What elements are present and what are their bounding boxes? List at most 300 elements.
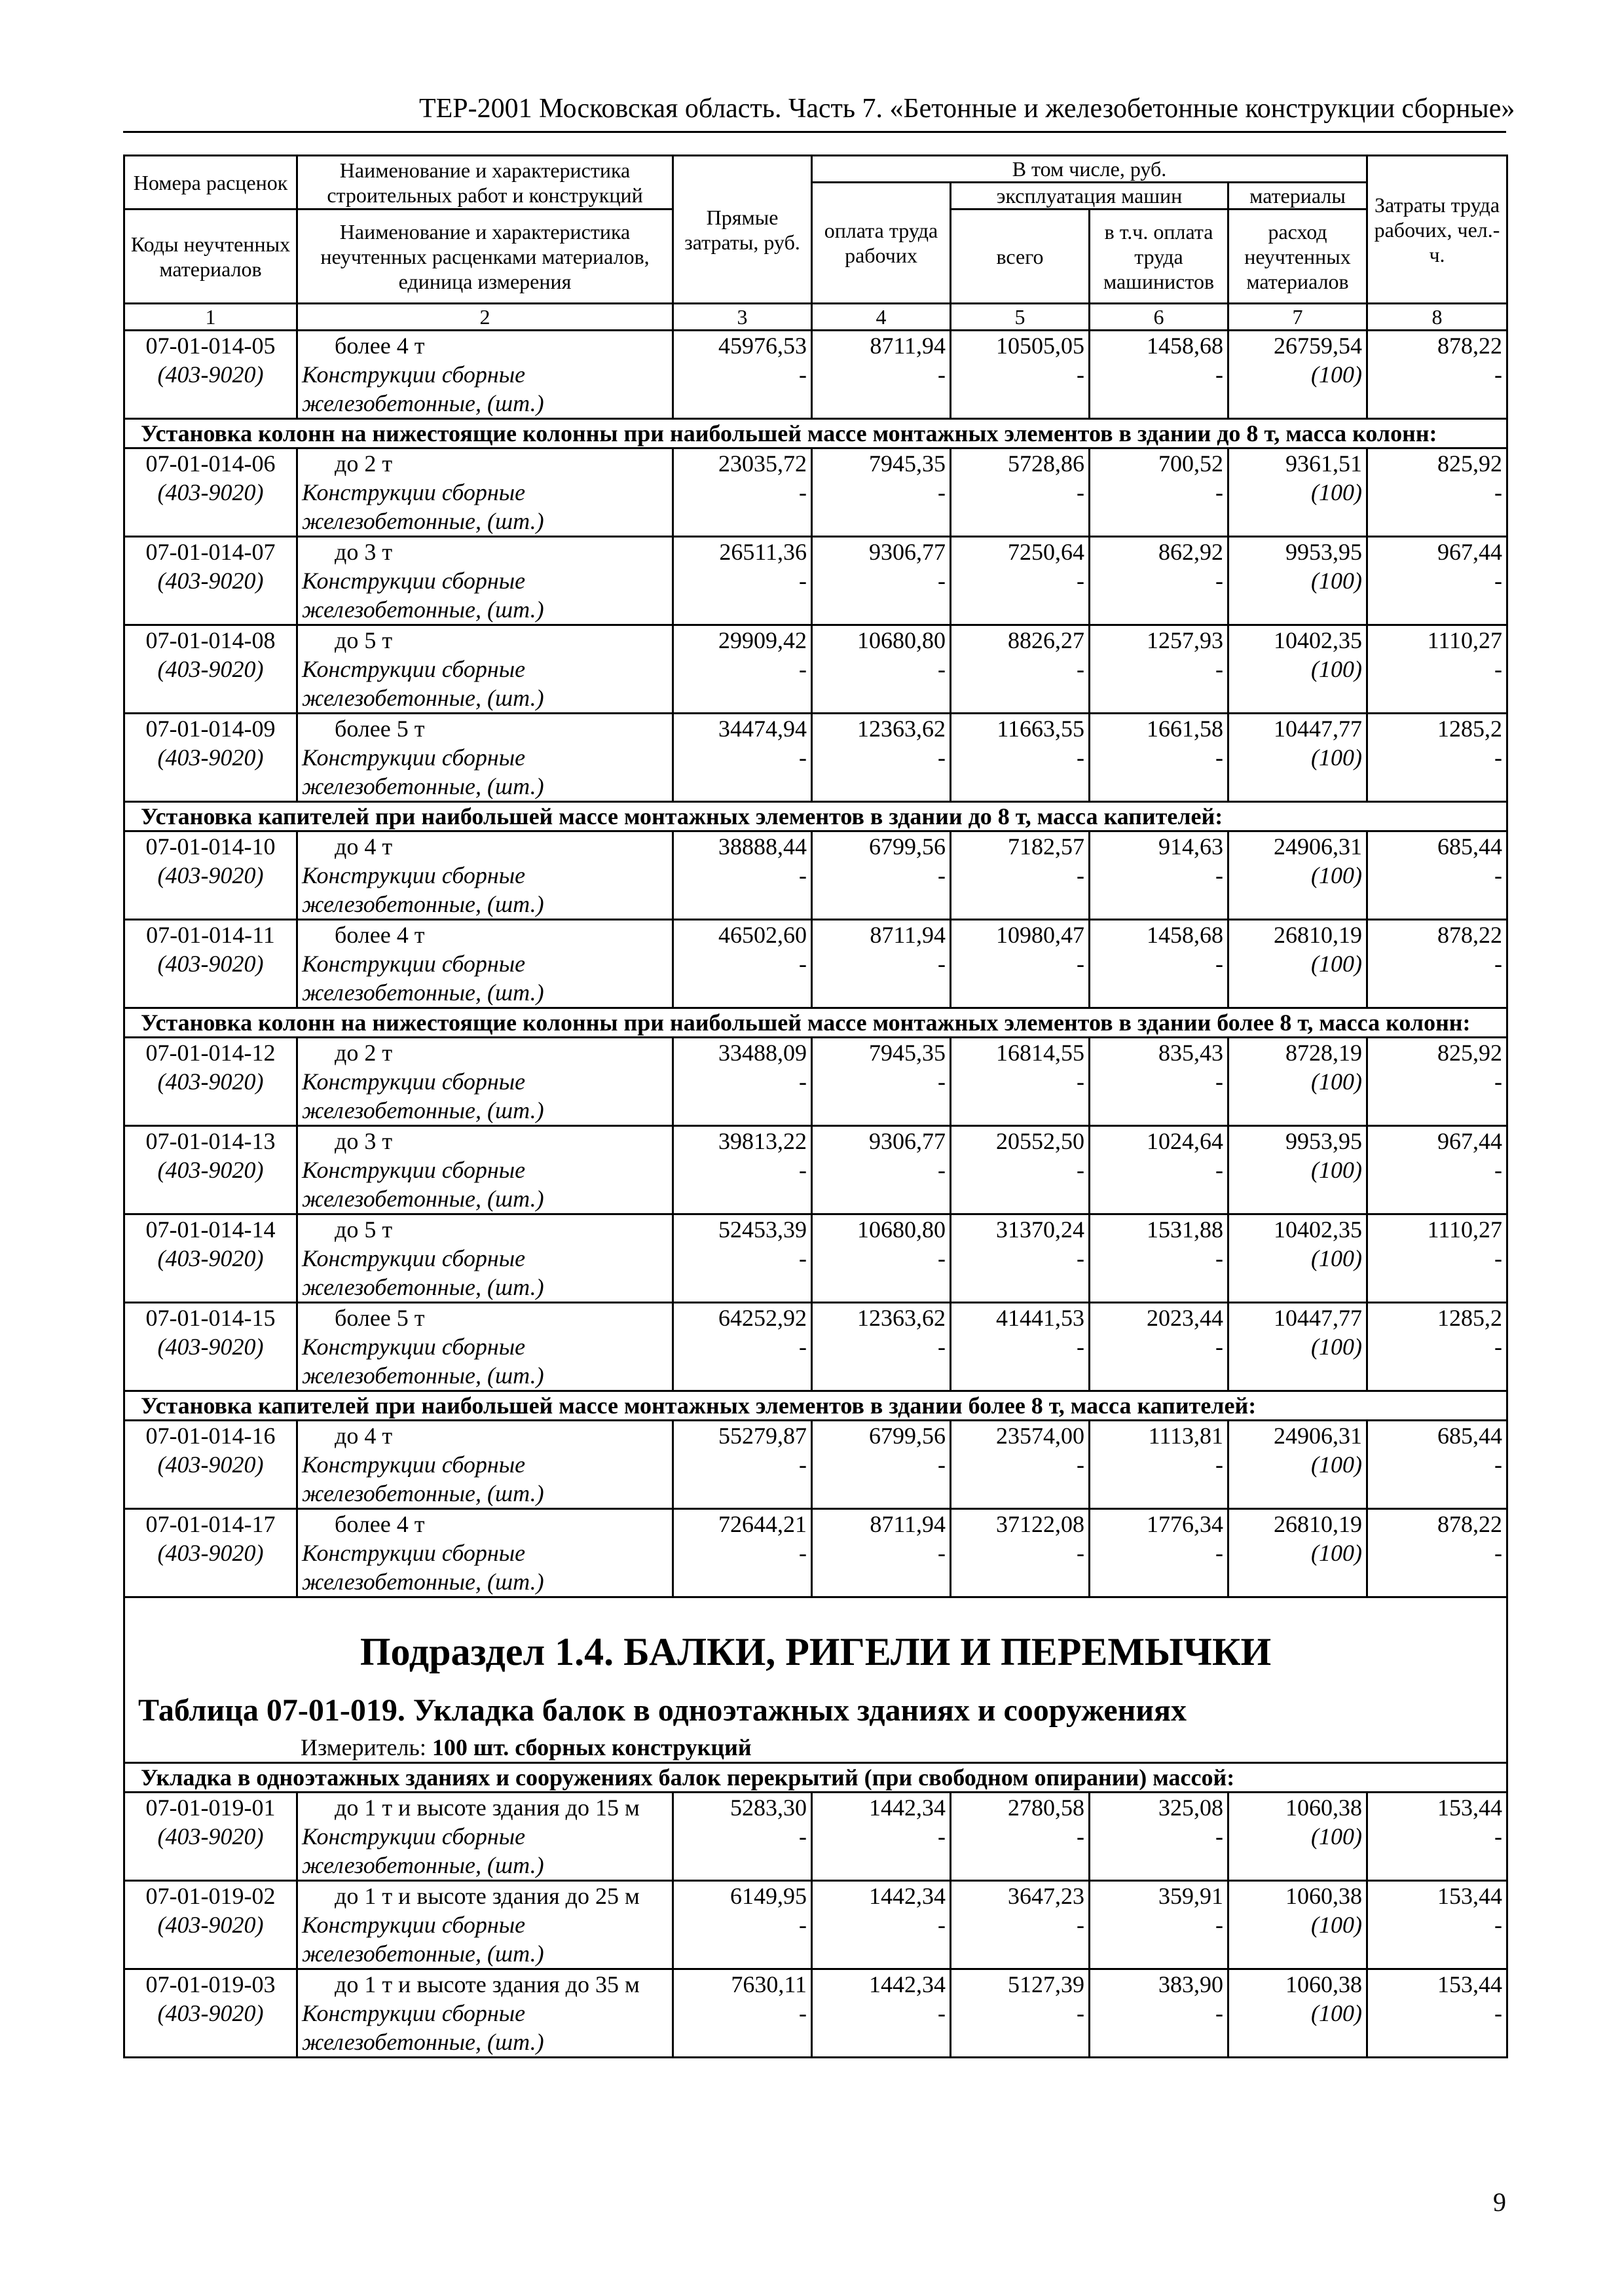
material-name-line: железобетонные, (шт.) bbox=[302, 1941, 544, 1967]
subsection-block bbox=[124, 1597, 1507, 1763]
dash: - bbox=[1077, 568, 1084, 594]
dash: - bbox=[1494, 1245, 1502, 1271]
direct-costs-value: 33488,09 bbox=[718, 1040, 807, 1066]
table-row bbox=[124, 1421, 1507, 1509]
direct-costs-value: 26511,36 bbox=[719, 539, 807, 565]
materials-value: 10447,77 bbox=[1274, 1305, 1362, 1331]
materials-value: 9953,95 bbox=[1285, 1128, 1362, 1154]
worker-pay-value: 1442,34 bbox=[869, 1971, 946, 1997]
work-name-cell bbox=[297, 1126, 673, 1214]
work-name: более 4 т bbox=[335, 922, 425, 948]
material-share: (100) bbox=[1311, 1912, 1362, 1938]
operator-pay-value-cell bbox=[1090, 1509, 1228, 1597]
work-name: до 5 т bbox=[335, 627, 393, 653]
dash: - bbox=[1077, 656, 1084, 682]
rate-code-cell bbox=[124, 1126, 297, 1214]
rate-code-cell bbox=[124, 1881, 297, 1969]
dash: - bbox=[1215, 1912, 1223, 1938]
worker-pay-value: 6799,56 bbox=[869, 1423, 946, 1449]
labor-hours-value-cell bbox=[1367, 1126, 1507, 1214]
machines-total-value: 5127,39 bbox=[1008, 1971, 1084, 1997]
operator-pay-value: 1458,68 bbox=[1147, 333, 1223, 359]
section-heading: Укладка в одноэтажных зданиях и сооружениях балок перекрытий (при свободном опирании) массой: bbox=[124, 1763, 1507, 1793]
work-name-cell bbox=[297, 537, 673, 625]
material-name-line: железобетонные, (шт.) bbox=[302, 2029, 544, 2055]
dash: - bbox=[799, 568, 807, 594]
dash: - bbox=[799, 1540, 807, 1566]
material-name-line: железобетонные, (шт.) bbox=[302, 979, 544, 1006]
work-name: до 2 т bbox=[335, 1040, 393, 1066]
labor-hours-value: 1285,2 bbox=[1437, 716, 1502, 742]
dash: - bbox=[938, 1334, 946, 1360]
measure-line bbox=[124, 1733, 1507, 1763]
material-code: (403-9020) bbox=[157, 744, 264, 771]
material-name-line: Конструкции сборные bbox=[302, 744, 526, 771]
labor-hours-value-cell bbox=[1367, 1214, 1507, 1303]
rate-code: 07-01-019-02 bbox=[145, 1883, 276, 1909]
dash: - bbox=[1077, 1823, 1084, 1850]
labor-hours-value-cell bbox=[1367, 1509, 1507, 1597]
material-name-line: Конструкции сборные bbox=[302, 1334, 526, 1360]
dash: - bbox=[1077, 1540, 1084, 1566]
dash: - bbox=[1215, 1245, 1223, 1271]
materials-value-cell bbox=[1228, 1214, 1367, 1303]
operator-pay-value: 1458,68 bbox=[1147, 922, 1223, 948]
machines-total-value: 41441,53 bbox=[996, 1305, 1084, 1331]
worker-pay-value-cell bbox=[812, 1038, 951, 1126]
material-name-line: Конструкции сборные bbox=[302, 1540, 526, 1566]
dash: - bbox=[1215, 862, 1223, 888]
operator-pay-value: 1113,81 bbox=[1148, 1423, 1223, 1449]
worker-pay-value-cell bbox=[812, 1793, 951, 1881]
worker-pay-value: 8711,94 bbox=[870, 333, 946, 359]
direct-costs-value: 34474,94 bbox=[718, 716, 807, 742]
operator-pay-value-cell bbox=[1090, 1793, 1228, 1881]
operator-pay-value-cell bbox=[1090, 1126, 1228, 1214]
worker-pay-value: 10680,80 bbox=[857, 627, 946, 653]
worker-pay-value: 12363,62 bbox=[857, 716, 946, 742]
work-name-cell bbox=[297, 831, 673, 920]
dash: - bbox=[938, 1912, 946, 1938]
rate-code-cell bbox=[124, 831, 297, 920]
work-name: до 4 т bbox=[335, 1423, 393, 1449]
direct-costs-value-cell bbox=[673, 1214, 812, 1303]
table-row bbox=[124, 1303, 1507, 1391]
subsection-title: Подраздел 1.4. БАЛКИ, РИГЕЛИ И ПЕРЕМЫЧКИ bbox=[124, 1597, 1507, 1690]
work-name-cell bbox=[297, 714, 673, 802]
machines-total-value: 37122,08 bbox=[996, 1511, 1084, 1537]
machines-total-value: 20552,50 bbox=[996, 1128, 1084, 1154]
labor-hours-value-cell bbox=[1367, 714, 1507, 802]
table-row bbox=[124, 1214, 1507, 1303]
machines-total-value-cell bbox=[951, 831, 1090, 920]
labor-hours-value: 153,44 bbox=[1437, 1971, 1502, 1997]
work-name-cell bbox=[297, 1038, 673, 1126]
direct-costs-value-cell bbox=[673, 1303, 812, 1391]
materials-value-cell bbox=[1228, 1303, 1367, 1391]
materials-value-cell bbox=[1228, 1793, 1367, 1881]
material-name-line: Конструкции сборные bbox=[302, 862, 526, 888]
material-code: (403-9020) bbox=[157, 862, 264, 888]
materials-value-cell bbox=[1228, 1509, 1367, 1597]
dash: - bbox=[1077, 1334, 1084, 1360]
rate-code: 07-01-014-09 bbox=[145, 716, 276, 742]
materials-value: 8728,19 bbox=[1285, 1040, 1362, 1066]
dash: - bbox=[1215, 951, 1223, 977]
work-name-cell bbox=[297, 625, 673, 714]
machines-total-value-cell bbox=[951, 1303, 1090, 1391]
material-share: (100) bbox=[1311, 361, 1362, 388]
work-name-cell bbox=[297, 1303, 673, 1391]
dash: - bbox=[1494, 951, 1502, 977]
direct-costs-value-cell bbox=[673, 1126, 812, 1214]
col-header-labor-hours: Затраты труда рабочих, чел.-ч. bbox=[1367, 156, 1507, 304]
dash: - bbox=[1494, 744, 1502, 771]
operator-pay-value: 1024,64 bbox=[1147, 1128, 1223, 1154]
labor-hours-value: 1285,2 bbox=[1437, 1305, 1502, 1331]
material-name-line: Конструкции сборные bbox=[302, 1823, 526, 1850]
section-heading: Установка колонн на нижестоящие колонны при наибольшей массе монтажных элементов в здании до 8 т, масса колонн: bbox=[124, 419, 1507, 448]
table-row bbox=[124, 831, 1507, 920]
operator-pay-value: 700,52 bbox=[1158, 450, 1223, 477]
rate-code-cell bbox=[124, 1793, 297, 1881]
material-share: (100) bbox=[1311, 1451, 1362, 1478]
materials-value-cell bbox=[1228, 714, 1367, 802]
material-code: (403-9020) bbox=[157, 1157, 264, 1183]
table-row bbox=[124, 920, 1507, 1008]
dash: - bbox=[799, 1068, 807, 1095]
operator-pay-value-cell bbox=[1090, 714, 1228, 802]
labor-hours-value-cell bbox=[1367, 1038, 1507, 1126]
material-name-line: железобетонные, (шт.) bbox=[302, 1569, 544, 1595]
material-name-line: железобетонные, (шт.) bbox=[302, 1274, 544, 1300]
dash: - bbox=[938, 1451, 946, 1478]
material-share: (100) bbox=[1311, 862, 1362, 888]
header-rule bbox=[123, 131, 1506, 133]
section-row bbox=[124, 1391, 1507, 1421]
rate-code-cell bbox=[124, 920, 297, 1008]
worker-pay-value-cell bbox=[812, 1969, 951, 2058]
machines-total-value: 16814,55 bbox=[996, 1040, 1084, 1066]
dash: - bbox=[1494, 1540, 1502, 1566]
table-row bbox=[124, 537, 1507, 625]
dash: - bbox=[799, 1823, 807, 1850]
rate-code-cell bbox=[124, 1509, 297, 1597]
dash: - bbox=[938, 2000, 946, 2026]
machines-total-value-cell bbox=[951, 1038, 1090, 1126]
dash: - bbox=[799, 951, 807, 977]
operator-pay-value: 1257,93 bbox=[1147, 627, 1223, 653]
dash: - bbox=[1215, 361, 1223, 388]
labor-hours-value-cell bbox=[1367, 537, 1507, 625]
rate-code: 07-01-019-01 bbox=[145, 1795, 276, 1821]
direct-costs-value-cell bbox=[673, 714, 812, 802]
work-name: до 1 т и высоте здания до 35 м bbox=[335, 1971, 640, 1997]
work-name: до 5 т bbox=[335, 1216, 393, 1243]
material-name-line: железобетонные, (шт.) bbox=[302, 390, 544, 416]
col-number: 4 bbox=[812, 304, 951, 331]
material-code: (403-9020) bbox=[157, 1451, 264, 1478]
materials-value: 24906,31 bbox=[1274, 1423, 1362, 1449]
material-share: (100) bbox=[1311, 1540, 1362, 1566]
material-code: (403-9020) bbox=[157, 2000, 264, 2026]
col-header-material-usage: расход неучтенных материалов bbox=[1228, 210, 1367, 304]
materials-value-cell bbox=[1228, 920, 1367, 1008]
section-heading: Установка капителей при наибольшей массе монтажных элементов в здании до 8 т, масса капителей: bbox=[124, 802, 1507, 831]
material-code: (403-9020) bbox=[157, 479, 264, 505]
materials-value: 10402,35 bbox=[1274, 627, 1362, 653]
section-row bbox=[124, 419, 1507, 448]
worker-pay-value-cell bbox=[812, 1509, 951, 1597]
dash: - bbox=[1077, 1912, 1084, 1938]
col-number: 5 bbox=[951, 304, 1090, 331]
materials-value: 1060,38 bbox=[1285, 1795, 1362, 1821]
work-name: более 4 т bbox=[335, 333, 425, 359]
table-row bbox=[124, 1038, 1507, 1126]
rate-code-cell bbox=[124, 331, 297, 419]
dash: - bbox=[1215, 1823, 1223, 1850]
col-number: 7 bbox=[1228, 304, 1367, 331]
column-numbers-row bbox=[124, 304, 1507, 331]
machines-total-value-cell bbox=[951, 1969, 1090, 2058]
rate-code-cell bbox=[124, 1421, 297, 1509]
worker-pay-value: 8711,94 bbox=[870, 922, 946, 948]
machines-total-value: 8826,27 bbox=[1008, 627, 1084, 653]
direct-costs-value: 39813,22 bbox=[718, 1128, 807, 1154]
labor-hours-value: 153,44 bbox=[1437, 1795, 1502, 1821]
rate-code: 07-01-014-13 bbox=[145, 1128, 276, 1154]
labor-hours-value-cell bbox=[1367, 448, 1507, 537]
worker-pay-value: 7945,35 bbox=[869, 1040, 946, 1066]
direct-costs-value-cell bbox=[673, 1509, 812, 1597]
work-name: до 4 т bbox=[335, 833, 393, 860]
materials-value-cell bbox=[1228, 831, 1367, 920]
table-row bbox=[124, 1126, 1507, 1214]
rate-code-cell bbox=[124, 625, 297, 714]
labor-hours-value-cell bbox=[1367, 1969, 1507, 2058]
rate-code: 07-01-014-10 bbox=[145, 833, 276, 860]
material-name-line: Конструкции сборные bbox=[302, 1245, 526, 1271]
direct-costs-value-cell bbox=[673, 331, 812, 419]
worker-pay-value: 12363,62 bbox=[857, 1305, 946, 1331]
machines-total-value: 23574,00 bbox=[996, 1423, 1084, 1449]
material-share: (100) bbox=[1311, 568, 1362, 594]
machines-total-value-cell bbox=[951, 448, 1090, 537]
operator-pay-value-cell bbox=[1090, 1303, 1228, 1391]
material-name-line: Конструкции сборные bbox=[302, 951, 526, 977]
direct-costs-value: 38888,44 bbox=[718, 833, 807, 860]
operator-pay-value-cell bbox=[1090, 537, 1228, 625]
worker-pay-value: 6799,56 bbox=[869, 833, 946, 860]
rate-code: 07-01-014-07 bbox=[145, 539, 276, 565]
worker-pay-value: 1442,34 bbox=[869, 1883, 946, 1909]
machines-total-value-cell bbox=[951, 1126, 1090, 1214]
worker-pay-value-cell bbox=[812, 625, 951, 714]
materials-value: 9953,95 bbox=[1285, 539, 1362, 565]
materials-value-cell bbox=[1228, 1421, 1367, 1509]
direct-costs-value: 64252,92 bbox=[718, 1305, 807, 1331]
operator-pay-value: 1531,88 bbox=[1147, 1216, 1223, 1243]
operator-pay-value-cell bbox=[1090, 1881, 1228, 1969]
dash: - bbox=[799, 1157, 807, 1183]
running-header: ТЕР-2001 Московская область. Часть 7. «Бетонные и железобетонные конструкции сборные» bbox=[419, 94, 1515, 124]
material-name-line: Конструкции сборные bbox=[302, 2000, 526, 2026]
machines-total-value: 3647,23 bbox=[1008, 1883, 1084, 1909]
operator-pay-value: 1776,34 bbox=[1147, 1511, 1223, 1537]
col-header-operator-pay: в т.ч. оплата труда машинистов bbox=[1090, 210, 1228, 304]
dash: - bbox=[938, 1068, 946, 1095]
labor-hours-value-cell bbox=[1367, 625, 1507, 714]
material-share: (100) bbox=[1311, 1068, 1362, 1095]
worker-pay-value-cell bbox=[812, 1126, 951, 1214]
direct-costs-value-cell bbox=[673, 1421, 812, 1509]
machines-total-value: 10980,47 bbox=[996, 922, 1084, 948]
col-number: 3 bbox=[673, 304, 812, 331]
material-name-line: Конструкции сборные bbox=[302, 361, 526, 388]
work-name: более 4 т bbox=[335, 1511, 425, 1537]
dash: - bbox=[1494, 1451, 1502, 1478]
materials-value: 9361,51 bbox=[1285, 450, 1362, 477]
dash: - bbox=[1215, 568, 1223, 594]
col-header-work-name: Наименование и характеристика строительных работ и конструкций bbox=[297, 156, 673, 210]
col-number: 6 bbox=[1090, 304, 1228, 331]
dash: - bbox=[1494, 479, 1502, 505]
material-name-line: железобетонные, (шт.) bbox=[302, 596, 544, 623]
labor-hours-value-cell bbox=[1367, 920, 1507, 1008]
labor-hours-value: 967,44 bbox=[1437, 1128, 1502, 1154]
labor-hours-value: 685,44 bbox=[1437, 1423, 1502, 1449]
dash: - bbox=[1494, 1157, 1502, 1183]
dash: - bbox=[938, 568, 946, 594]
rate-code-cell bbox=[124, 1214, 297, 1303]
machines-total-value-cell bbox=[951, 920, 1090, 1008]
dash: - bbox=[1077, 1157, 1084, 1183]
dash: - bbox=[938, 951, 946, 977]
dash: - bbox=[1215, 1334, 1223, 1360]
materials-value-cell bbox=[1228, 537, 1367, 625]
material-share: (100) bbox=[1311, 744, 1362, 771]
worker-pay-value-cell bbox=[812, 920, 951, 1008]
labor-hours-value-cell bbox=[1367, 1421, 1507, 1509]
work-name: до 2 т bbox=[335, 450, 393, 477]
machines-total-value: 10505,05 bbox=[996, 333, 1084, 359]
dash: - bbox=[799, 361, 807, 388]
material-name-line: Конструкции сборные bbox=[302, 1157, 526, 1183]
col-header-machines: эксплуатация машин bbox=[951, 183, 1228, 210]
materials-value: 26810,19 bbox=[1274, 922, 1362, 948]
direct-costs-value: 5283,30 bbox=[730, 1795, 807, 1821]
direct-costs-value-cell bbox=[673, 1038, 812, 1126]
worker-pay-value-cell bbox=[812, 831, 951, 920]
rate-code: 07-01-014-11 bbox=[146, 922, 275, 948]
direct-costs-value: 23035,72 bbox=[718, 450, 807, 477]
rate-code-cell bbox=[124, 714, 297, 802]
material-code: (403-9020) bbox=[157, 1245, 264, 1271]
material-share: (100) bbox=[1311, 1245, 1362, 1271]
table-body-2 bbox=[124, 1763, 1507, 2058]
material-code: (403-9020) bbox=[157, 1334, 264, 1360]
work-name-cell bbox=[297, 1793, 673, 1881]
materials-value: 10447,77 bbox=[1274, 716, 1362, 742]
labor-hours-value: 878,22 bbox=[1437, 922, 1502, 948]
dash: - bbox=[799, 1334, 807, 1360]
operator-pay-value: 914,63 bbox=[1158, 833, 1223, 860]
material-code: (403-9020) bbox=[157, 1068, 264, 1095]
table-row bbox=[124, 1793, 1507, 1881]
dash: - bbox=[1077, 951, 1084, 977]
material-name-line: железобетонные, (шт.) bbox=[302, 1480, 544, 1506]
table-row bbox=[124, 714, 1507, 802]
materials-value-cell bbox=[1228, 331, 1367, 419]
dash: - bbox=[1077, 1068, 1084, 1095]
materials-value: 1060,38 bbox=[1285, 1883, 1362, 1909]
material-name-line: Конструкции сборные bbox=[302, 1912, 526, 1938]
work-name: до 1 т и высоте здания до 25 м bbox=[335, 1883, 640, 1909]
worker-pay-value-cell bbox=[812, 331, 951, 419]
work-name: более 5 т bbox=[335, 716, 425, 742]
material-name-line: железобетонные, (шт.) bbox=[302, 1097, 544, 1123]
labor-hours-value: 153,44 bbox=[1437, 1883, 1502, 1909]
dash: - bbox=[1494, 568, 1502, 594]
material-name-line: железобетонные, (шт.) bbox=[302, 1186, 544, 1212]
material-share: (100) bbox=[1311, 2000, 1362, 2026]
work-name-cell bbox=[297, 1969, 673, 2058]
material-share: (100) bbox=[1311, 1823, 1362, 1850]
machines-total-value-cell bbox=[951, 1881, 1090, 1969]
material-code: (403-9020) bbox=[157, 361, 264, 388]
rate-code-cell bbox=[124, 537, 297, 625]
machines-total-value: 31370,24 bbox=[996, 1216, 1084, 1243]
operator-pay-value-cell bbox=[1090, 1421, 1228, 1509]
dash: - bbox=[799, 1245, 807, 1271]
labor-hours-value-cell bbox=[1367, 1303, 1507, 1391]
dash: - bbox=[1215, 1068, 1223, 1095]
material-name-line: железобетонные, (шт.) bbox=[302, 773, 544, 799]
worker-pay-value-cell bbox=[812, 448, 951, 537]
table-header bbox=[124, 156, 1507, 331]
direct-costs-value-cell bbox=[673, 1881, 812, 1969]
materials-value-cell bbox=[1228, 625, 1367, 714]
machines-total-value-cell bbox=[951, 1421, 1090, 1509]
machines-total-value: 5728,86 bbox=[1008, 450, 1084, 477]
operator-pay-value-cell bbox=[1090, 448, 1228, 537]
labor-hours-value: 825,92 bbox=[1437, 1040, 1502, 1066]
materials-value-cell bbox=[1228, 1038, 1367, 1126]
rate-code: 07-01-014-05 bbox=[145, 333, 276, 359]
dash: - bbox=[1215, 1540, 1223, 1566]
materials-value-cell bbox=[1228, 1969, 1367, 2058]
material-share: (100) bbox=[1311, 479, 1362, 505]
dash: - bbox=[938, 479, 946, 505]
operator-pay-value: 862,92 bbox=[1158, 539, 1223, 565]
dash: - bbox=[938, 862, 946, 888]
table-row bbox=[124, 625, 1507, 714]
materials-value: 24906,31 bbox=[1274, 833, 1362, 860]
work-name: до 1 т и высоте здания до 15 м bbox=[335, 1795, 640, 1821]
col-header-rate-numbers: Номера расценок bbox=[124, 156, 297, 210]
labor-hours-value: 1110,27 bbox=[1427, 1216, 1502, 1243]
direct-costs-value: 6149,95 bbox=[730, 1883, 807, 1909]
dash: - bbox=[799, 744, 807, 771]
worker-pay-value-cell bbox=[812, 1214, 951, 1303]
operator-pay-value-cell bbox=[1090, 1969, 1228, 2058]
dash: - bbox=[1077, 862, 1084, 888]
material-code: (403-9020) bbox=[157, 1912, 264, 1938]
materials-value: 26759,54 bbox=[1274, 333, 1362, 359]
material-share: (100) bbox=[1311, 1334, 1362, 1360]
table-title: Таблица 07-01-019. Укладка балок в одноэтажных зданиях и сооружениях bbox=[124, 1690, 1507, 1733]
dash: - bbox=[1077, 1245, 1084, 1271]
